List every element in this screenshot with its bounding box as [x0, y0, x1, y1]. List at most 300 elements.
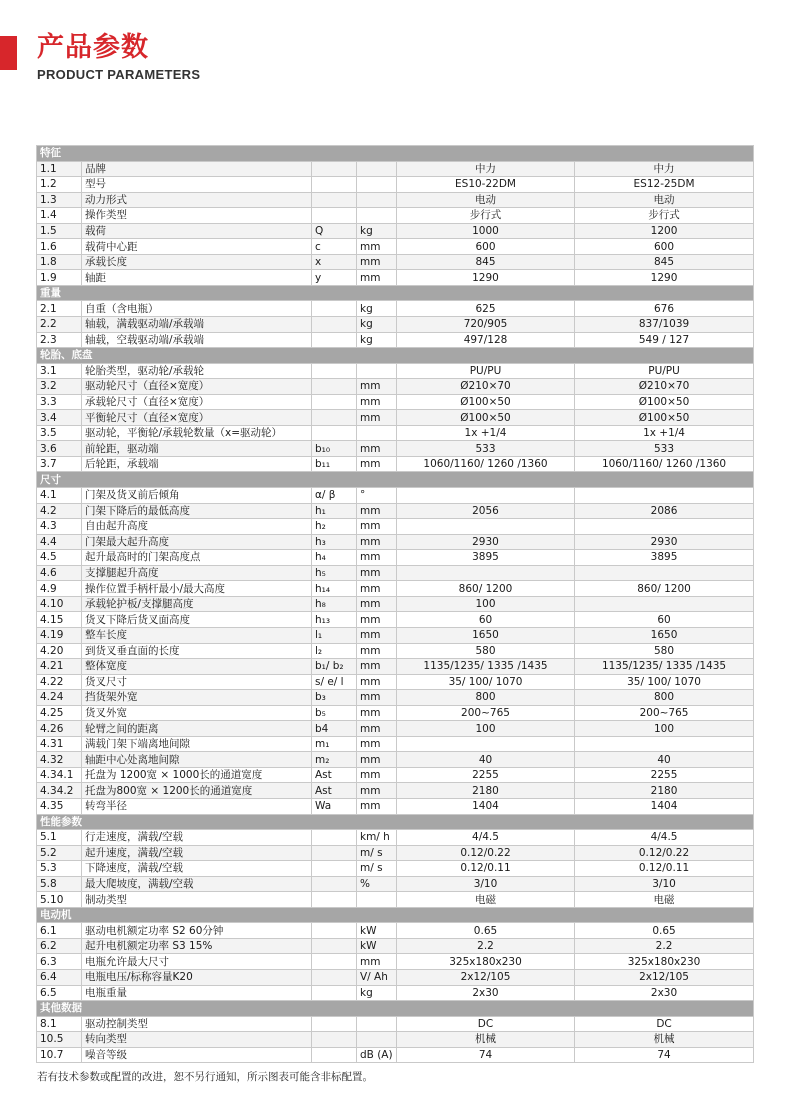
row-value-es12: 2930: [575, 534, 754, 550]
row-value-es10: 35/ 100/ 1070: [397, 674, 575, 690]
row-number: 4.24: [37, 690, 82, 706]
row-unit: mm: [357, 394, 397, 410]
row-symbol: [312, 985, 357, 1001]
row-number: 5.10: [37, 892, 82, 908]
section-header: [37, 348, 754, 364]
section-header: [37, 814, 754, 830]
parameters-table: [36, 145, 754, 1063]
row-value-es12: 676: [575, 301, 754, 317]
row-number: 4.26: [37, 721, 82, 737]
table-row: [37, 923, 754, 939]
row-number: 4.25: [37, 705, 82, 721]
row-value-es10: 533: [397, 441, 575, 457]
table-row: [37, 363, 754, 379]
row-symbol: [312, 425, 357, 441]
row-symbol: [312, 1032, 357, 1048]
row-value-es10: [397, 565, 575, 581]
row-value-es10: 1290: [397, 270, 575, 286]
row-symbol: b₃: [312, 690, 357, 706]
row-value-es10: DC: [397, 1016, 575, 1032]
row-name: 噪音等级: [82, 1047, 312, 1063]
row-name: 操作位置手柄杆最小/最大高度: [82, 581, 312, 597]
row-number: 5.3: [37, 861, 82, 877]
table-row: [37, 317, 754, 333]
row-symbol: [312, 301, 357, 317]
row-value-es12: 2x12/105: [575, 969, 754, 985]
row-value-es12: 1200: [575, 223, 754, 239]
row-value-es10: 1404: [397, 798, 575, 814]
row-symbol: [312, 861, 357, 877]
row-number: 8.1: [37, 1016, 82, 1032]
row-symbol: m₁: [312, 736, 357, 752]
section-header: [37, 285, 754, 301]
row-value-es10: 2.2: [397, 938, 575, 954]
row-value-es10: 720/905: [397, 317, 575, 333]
row-value-es10: 580: [397, 643, 575, 659]
table-row: [37, 985, 754, 1001]
row-unit: mm: [357, 783, 397, 799]
row-symbol: [312, 923, 357, 939]
row-name: 起升速度，满载/空载: [82, 845, 312, 861]
row-name: 操作类型: [82, 208, 312, 224]
row-unit: mm: [357, 565, 397, 581]
row-value-es10: Ø210×70: [397, 379, 575, 395]
section-header: [37, 472, 754, 488]
row-value-es12: 325x180x230: [575, 954, 754, 970]
row-name: 平衡轮尺寸（直径×宽度）: [82, 410, 312, 426]
row-number: 1.1: [37, 161, 82, 177]
table-row: [37, 208, 754, 224]
row-number: 4.6: [37, 565, 82, 581]
row-value-es12: PU/PU: [575, 363, 754, 379]
row-unit: °: [357, 488, 397, 504]
row-value-es12: 580: [575, 643, 754, 659]
row-name: 转弯半径: [82, 798, 312, 814]
table-row: [37, 705, 754, 721]
row-value-es10: PU/PU: [397, 363, 575, 379]
table-row: [37, 301, 754, 317]
table-row: [37, 954, 754, 970]
section-title: 特征: [37, 146, 754, 162]
row-symbol: b₅: [312, 705, 357, 721]
row-unit: mm: [357, 643, 397, 659]
row-unit: kg: [357, 301, 397, 317]
table-row: [37, 394, 754, 410]
row-unit: mm: [357, 379, 397, 395]
row-value-es12: 100: [575, 721, 754, 737]
section-title: 重量: [37, 285, 754, 301]
row-number: 6.2: [37, 938, 82, 954]
row-unit: mm: [357, 767, 397, 783]
row-unit: mm: [357, 254, 397, 270]
row-value-es12: 电磁: [575, 892, 754, 908]
row-name: 电瓶电压/标称容量K20: [82, 969, 312, 985]
row-value-es10: 1000: [397, 223, 575, 239]
row-number: 4.31: [37, 736, 82, 752]
row-value-es12: 40: [575, 752, 754, 768]
row-unit: mm: [357, 503, 397, 519]
row-unit: mm: [357, 721, 397, 737]
row-unit: mm: [357, 752, 397, 768]
row-name: 轴距: [82, 270, 312, 286]
row-unit: [357, 425, 397, 441]
table-row: [37, 379, 754, 395]
table-row: [37, 534, 754, 550]
row-value-es12: 1650: [575, 627, 754, 643]
row-symbol: [312, 892, 357, 908]
row-unit: mm: [357, 581, 397, 597]
row-name: 前轮距，驱动端: [82, 441, 312, 457]
header-accent-bar: [0, 36, 17, 70]
table-row: [37, 892, 754, 908]
row-number: 4.1: [37, 488, 82, 504]
row-value-es10: 电磁: [397, 892, 575, 908]
row-value-es10: [397, 736, 575, 752]
row-symbol: [312, 363, 357, 379]
row-number: 3.6: [37, 441, 82, 457]
row-name: 轴载，空载驱动端/承载端: [82, 332, 312, 348]
row-value-es10: 电动: [397, 192, 575, 208]
table-row: [37, 659, 754, 675]
row-value-es10: 2x12/105: [397, 969, 575, 985]
row-unit: mm: [357, 410, 397, 426]
row-symbol: [312, 830, 357, 846]
row-symbol: [312, 177, 357, 193]
table-row: [37, 332, 754, 348]
row-symbol: [312, 845, 357, 861]
row-unit: V/ Ah: [357, 969, 397, 985]
row-name: 起升最高时的门架高度点: [82, 550, 312, 566]
table-row: [37, 674, 754, 690]
row-name: 驱动轮，平衡轮/承载轮数量（x=驱动轮）: [82, 425, 312, 441]
table-row: [37, 1032, 754, 1048]
row-name: 驱动电机额定功率 S2 60分钟: [82, 923, 312, 939]
row-value-es12: 0.65: [575, 923, 754, 939]
table-row: [37, 752, 754, 768]
row-symbol: [312, 332, 357, 348]
table-row: [37, 425, 754, 441]
row-number: 2.2: [37, 317, 82, 333]
row-unit: [357, 363, 397, 379]
row-name: 货叉尺寸: [82, 674, 312, 690]
row-value-es12: 0.12/0.22: [575, 845, 754, 861]
row-value-es12: 74: [575, 1047, 754, 1063]
row-number: 4.15: [37, 612, 82, 628]
row-name: 轮臂之间的距离: [82, 721, 312, 737]
row-value-es12: 3/10: [575, 876, 754, 892]
row-value-es12: 电动: [575, 192, 754, 208]
row-number: 4.35: [37, 798, 82, 814]
row-symbol: x: [312, 254, 357, 270]
table-row: [37, 627, 754, 643]
row-unit: kW: [357, 938, 397, 954]
table-row: [37, 441, 754, 457]
table-row: [37, 798, 754, 814]
row-symbol: [312, 1016, 357, 1032]
table-row: [37, 830, 754, 846]
row-value-es12: [575, 488, 754, 504]
row-value-es10: 2255: [397, 767, 575, 783]
row-number: 3.5: [37, 425, 82, 441]
row-name: 货叉下降后货叉面高度: [82, 612, 312, 628]
row-number: 3.4: [37, 410, 82, 426]
row-value-es12: Ø100×50: [575, 410, 754, 426]
row-symbol: b₁/ b₂: [312, 659, 357, 675]
row-value-es12: Ø210×70: [575, 379, 754, 395]
row-number: 2.1: [37, 301, 82, 317]
row-symbol: h₅: [312, 565, 357, 581]
table-row: [37, 690, 754, 706]
row-number: 1.2: [37, 177, 82, 193]
row-symbol: [312, 1047, 357, 1063]
row-value-es12: [575, 565, 754, 581]
section-title: 电动机: [37, 907, 754, 923]
row-value-es12: 800: [575, 690, 754, 706]
row-value-es10: 100: [397, 721, 575, 737]
row-value-es12: 845: [575, 254, 754, 270]
row-number: 5.2: [37, 845, 82, 861]
row-number: 10.5: [37, 1032, 82, 1048]
row-unit: mm: [357, 550, 397, 566]
row-symbol: l₁: [312, 627, 357, 643]
row-value-es12: 1290: [575, 270, 754, 286]
row-symbol: Wa: [312, 798, 357, 814]
row-number: 6.3: [37, 954, 82, 970]
row-symbol: s/ e/ l: [312, 674, 357, 690]
row-number: 4.20: [37, 643, 82, 659]
row-name: 轴距中心处离地间隙: [82, 752, 312, 768]
row-value-es10: 1x +1/4: [397, 425, 575, 441]
row-unit: kg: [357, 985, 397, 1001]
row-name: 整车长度: [82, 627, 312, 643]
row-name: 承载长度: [82, 254, 312, 270]
row-value-es12: 2086: [575, 503, 754, 519]
row-number: 4.34.1: [37, 767, 82, 783]
row-value-es10: 600: [397, 239, 575, 255]
row-unit: mm: [357, 690, 397, 706]
row-value-es12: 35/ 100/ 1070: [575, 674, 754, 690]
table-row: [37, 239, 754, 255]
row-value-es10: 机械: [397, 1032, 575, 1048]
table-row: [37, 721, 754, 737]
row-unit: mm: [357, 456, 397, 472]
row-unit: mm: [357, 534, 397, 550]
row-value-es10: 40: [397, 752, 575, 768]
table-row: [37, 643, 754, 659]
table-row: [37, 192, 754, 208]
row-number: 4.2: [37, 503, 82, 519]
row-value-es10: 800: [397, 690, 575, 706]
row-unit: m/ s: [357, 845, 397, 861]
row-symbol: [312, 379, 357, 395]
row-value-es10: 2180: [397, 783, 575, 799]
row-number: 4.19: [37, 627, 82, 643]
row-symbol: [312, 954, 357, 970]
row-value-es12: 600: [575, 239, 754, 255]
row-unit: mm: [357, 705, 397, 721]
row-unit: mm: [357, 239, 397, 255]
row-value-es12: 1404: [575, 798, 754, 814]
row-unit: m/ s: [357, 861, 397, 877]
row-name: 载荷中心距: [82, 239, 312, 255]
row-number: 1.9: [37, 270, 82, 286]
table-row: [37, 969, 754, 985]
row-name: 挡货架外宽: [82, 690, 312, 706]
row-value-es10: [397, 488, 575, 504]
row-number: 4.4: [37, 534, 82, 550]
row-number: 1.3: [37, 192, 82, 208]
row-value-es10: ES10-22DM: [397, 177, 575, 193]
row-unit: [357, 177, 397, 193]
row-number: 1.8: [37, 254, 82, 270]
row-number: 3.3: [37, 394, 82, 410]
row-number: 3.2: [37, 379, 82, 395]
row-value-es10: 325x180x230: [397, 954, 575, 970]
row-number: 1.4: [37, 208, 82, 224]
row-value-es12: 1135/1235/ 1335 /1435: [575, 659, 754, 675]
table-row: [37, 767, 754, 783]
row-value-es12: 2x30: [575, 985, 754, 1001]
row-number: 6.1: [37, 923, 82, 939]
row-name: 行走速度，满载/空载: [82, 830, 312, 846]
row-value-es10: 497/128: [397, 332, 575, 348]
row-value-es10: 74: [397, 1047, 575, 1063]
row-name: 动力形式: [82, 192, 312, 208]
row-unit: [357, 208, 397, 224]
footer-note: 若有技术参数或配置的改进，恕不另行通知，所示图表可能含非标配置。: [37, 1071, 373, 1083]
table-row: [37, 1016, 754, 1032]
row-name: 承载轮护板/支撑腿高度: [82, 596, 312, 612]
table-row: [37, 503, 754, 519]
row-number: 4.21: [37, 659, 82, 675]
row-symbol: h₃: [312, 534, 357, 550]
section-title: 轮胎、底盘: [37, 348, 754, 364]
row-unit: mm: [357, 612, 397, 628]
row-unit: kg: [357, 317, 397, 333]
row-number: 1.6: [37, 239, 82, 255]
table-row: [37, 254, 754, 270]
row-number: 4.32: [37, 752, 82, 768]
row-number: 6.4: [37, 969, 82, 985]
table-row: [37, 565, 754, 581]
row-unit: mm: [357, 270, 397, 286]
row-unit: mm: [357, 627, 397, 643]
row-name: 最大爬坡度，满载/空载: [82, 876, 312, 892]
table-row: [37, 519, 754, 535]
table-row: [37, 161, 754, 177]
row-value-es12: 2255: [575, 767, 754, 783]
row-name: 起升电机额定功率 S3 15%: [82, 938, 312, 954]
row-unit: [357, 892, 397, 908]
table-row: [37, 861, 754, 877]
row-number: 4.22: [37, 674, 82, 690]
row-value-es12: 中力: [575, 161, 754, 177]
row-name: 门架及货叉前后倾角: [82, 488, 312, 504]
row-symbol: Ast: [312, 783, 357, 799]
row-value-es12: 533: [575, 441, 754, 457]
row-value-es10: 0.12/0.11: [397, 861, 575, 877]
row-value-es10: 3895: [397, 550, 575, 566]
row-symbol: b4: [312, 721, 357, 737]
row-value-es10: 860/ 1200: [397, 581, 575, 597]
row-value-es12: [575, 519, 754, 535]
row-name: 货叉外宽: [82, 705, 312, 721]
row-unit: mm: [357, 798, 397, 814]
row-value-es10: 中力: [397, 161, 575, 177]
row-unit: [357, 161, 397, 177]
row-value-es12: 3895: [575, 550, 754, 566]
row-symbol: h₁: [312, 503, 357, 519]
section-title: 其他数据: [37, 1001, 754, 1017]
row-value-es12: 0.12/0.11: [575, 861, 754, 877]
row-value-es10: 0.12/0.22: [397, 845, 575, 861]
row-value-es10: 2056: [397, 503, 575, 519]
row-name: 整体宽度: [82, 659, 312, 675]
row-symbol: [312, 394, 357, 410]
row-name: 型号: [82, 177, 312, 193]
row-value-es10: 0.65: [397, 923, 575, 939]
row-unit: [357, 1016, 397, 1032]
row-value-es12: 60: [575, 612, 754, 628]
row-value-es12: 549 / 127: [575, 332, 754, 348]
row-value-es12: 步行式: [575, 208, 754, 224]
row-value-es10: 4/4.5: [397, 830, 575, 846]
row-name: 支撑腿起升高度: [82, 565, 312, 581]
row-unit: mm: [357, 736, 397, 752]
row-value-es12: DC: [575, 1016, 754, 1032]
row-name: 电瓶重量: [82, 985, 312, 1001]
table-row: [37, 270, 754, 286]
row-symbol: α/ β: [312, 488, 357, 504]
row-name: 托盘为 1200宽 × 1000长的通道宽度: [82, 767, 312, 783]
table-row: [37, 845, 754, 861]
row-unit: [357, 1032, 397, 1048]
row-unit: mm: [357, 519, 397, 535]
row-name: 到货叉垂直面的长度: [82, 643, 312, 659]
row-value-es10: 1060/1160/ 1260 /1360: [397, 456, 575, 472]
row-value-es10: 845: [397, 254, 575, 270]
row-value-es10: 1650: [397, 627, 575, 643]
row-number: 5.1: [37, 830, 82, 846]
row-value-es10: Ø100×50: [397, 394, 575, 410]
row-value-es12: 4/4.5: [575, 830, 754, 846]
row-unit: %: [357, 876, 397, 892]
row-value-es10: 625: [397, 301, 575, 317]
row-value-es12: 2.2: [575, 938, 754, 954]
table-row: [37, 876, 754, 892]
row-unit: mm: [357, 674, 397, 690]
row-symbol: h₄: [312, 550, 357, 566]
row-unit: mm: [357, 441, 397, 457]
row-value-es12: 机械: [575, 1032, 754, 1048]
row-value-es12: 2180: [575, 783, 754, 799]
row-symbol: [312, 161, 357, 177]
row-value-es12: 860/ 1200: [575, 581, 754, 597]
table-row: [37, 456, 754, 472]
table-row: [37, 736, 754, 752]
row-symbol: h₂: [312, 519, 357, 535]
row-name: 下降速度，满载/空载: [82, 861, 312, 877]
row-number: 3.1: [37, 363, 82, 379]
row-name: 门架下降后的最低高度: [82, 503, 312, 519]
row-number: 5.8: [37, 876, 82, 892]
row-name: 驱动控制类型: [82, 1016, 312, 1032]
row-value-es12: Ø100×50: [575, 394, 754, 410]
row-name: 电瓶允许最大尺寸: [82, 954, 312, 970]
row-name: 品牌: [82, 161, 312, 177]
row-symbol: h₈: [312, 596, 357, 612]
row-number: 4.5: [37, 550, 82, 566]
